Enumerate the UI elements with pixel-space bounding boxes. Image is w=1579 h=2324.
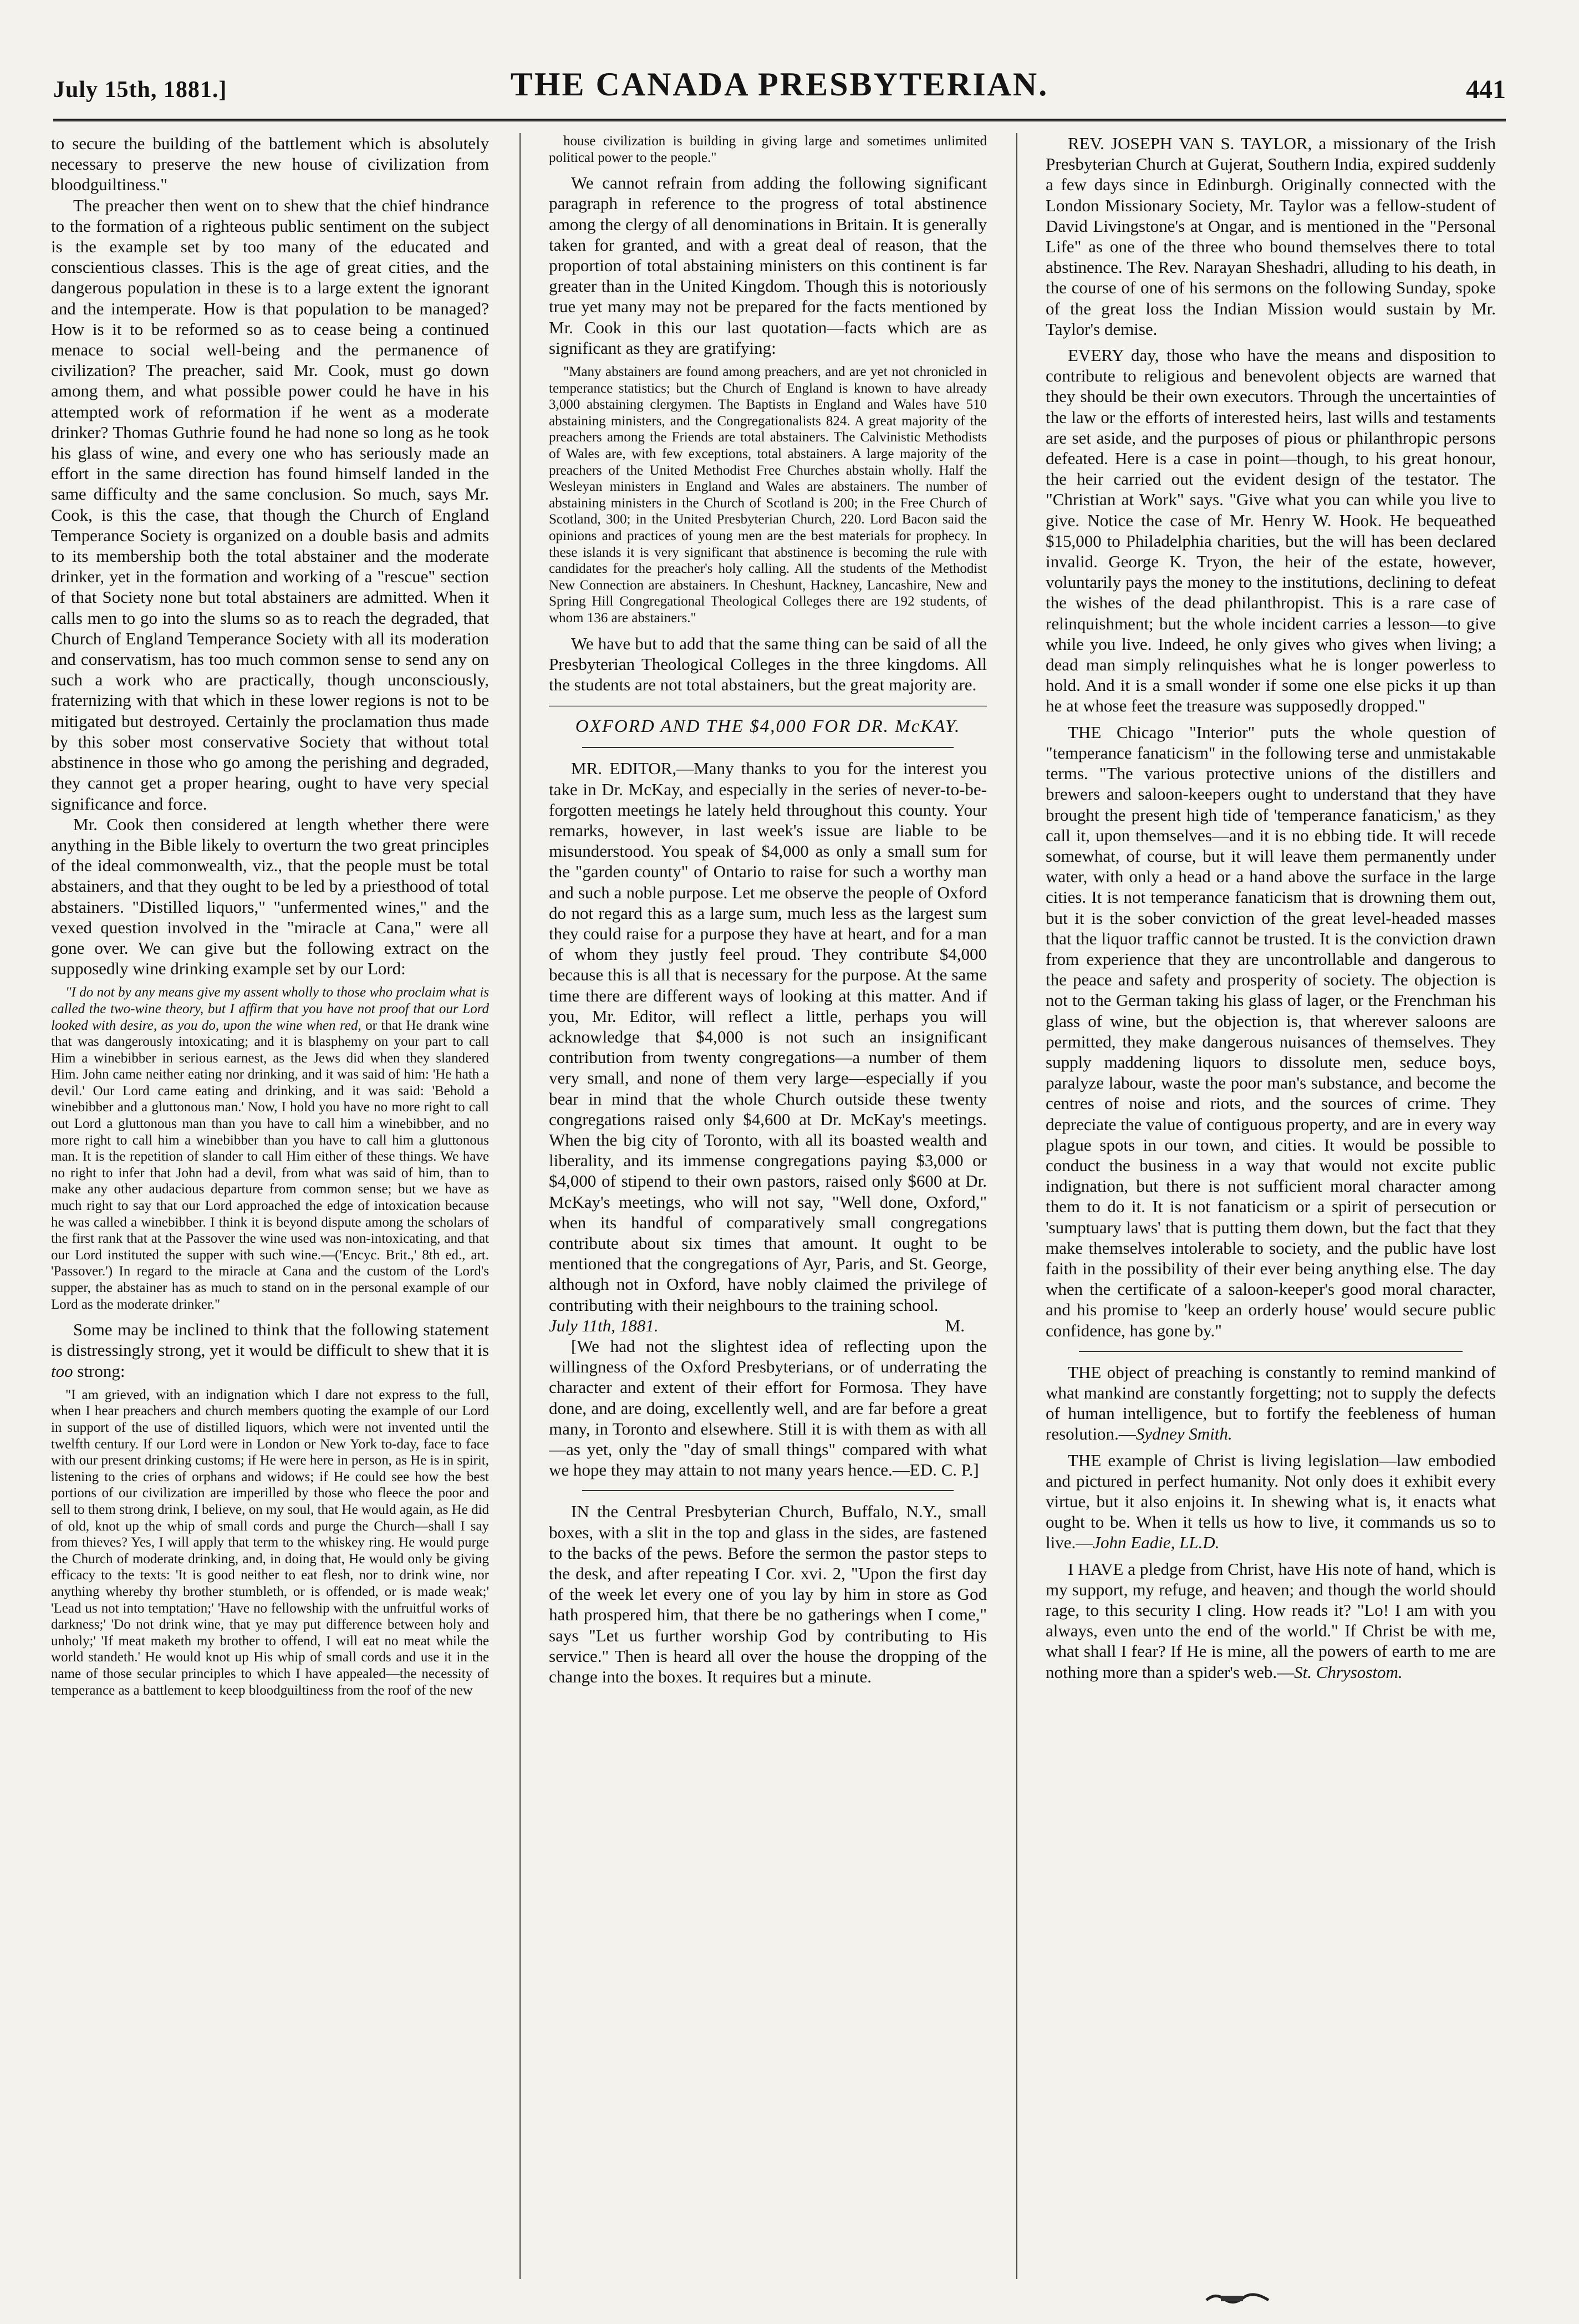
column-3 — [1046, 133, 1496, 2279]
paragraph: IN the Central Presbyterian Church, Buffalo, N.Y., small boxes, with a slit in the top and glass in the sides, are fastened to the backs of the pews. Before the sermon the pastor steps to the desk, and after repeating I Cor. xvi. 2, "Upon the first day of the week let every one of you lay by him in store as God hath prospered him, that there be no gatherings when I come," says "Let us further worship God by contributing to His service." Then is heard all over the house the dropping of the change into the boxes. It requires but a minute. — [549, 1502, 987, 1687]
column-2 — [549, 133, 987, 2279]
quote-author: John Eadie, LL.D. — [1093, 1533, 1220, 1553]
paragraph: to secure the building of the battlement which is absolutely necessary to preserve the new house of civilization from bloodguiltiness." — [51, 134, 489, 195]
library-stamp-icon — [1204, 2289, 1271, 2306]
column-divider — [1016, 133, 1017, 2279]
block-quote — [549, 364, 987, 627]
letter-signature — [549, 1315, 987, 1336]
paragraph: We cannot refrain from adding the following significant paragraph in reference to the progress of total abstinence among the clergy of all denominations in Britain. It is generally taken for granted, and with a great deal of reason, that the proportion of total abstaining ministers on this continent is far greater than in the United Kingdom. Though this is notoriously true yet many may not be prepared for the facts mentioned by Mr. Cook in this our last quotation—facts which are as significant as they are gratifying: — [549, 173, 987, 358]
block-quote — [51, 984, 489, 1313]
quote-text: "I am grieved, with an indignation which I dare not express to the full, when I hear preachers and church members quoting the example of our Lord in support of the use of distilled liquors, which were not invented until the twelfth century. If our Lord were in London or New York to-day, face to face with our present drinking customs; if He were here in person, as He is in spirit, listening to the cries of orphans and widows; if He could see how the best portions of our civilization are imperilled by those who fleece the poor and sell to them strong drink, I believe, on my soul, that He would again, as He did of old, knot up the whip of small cords and purge the Church—shall I say from thieves? Yes, I will apply that term to the whiskey ring. He would purge the Church of moderate drinking, and, in doing that, He would only be giving efficacy to the texts: 'It is good neither to eat flesh, nor to drink wine, nor anything whereby thy brother stumbleth, or is offended, or is made weak;' 'Lead us not into temptation;' 'Have no fellowship with the unfruitful works of darkness;' 'Do not drink wine, that ye may put difference between holy and unholy;' 'If meat maketh my brother to offend, I will eat no meat while the world standeth.' He would knot up His whip of small cords and use it in the name of those secular principles to which I have appealed—the necessity of temperance as a battlement to keep bloodguiltiness from the roof of the new — [51, 1387, 489, 1698]
quote-text: or that He drank wine that was dangerously intoxicating; and it is blasphemy on your part to call Him a winebibber in serious earnest, as the Jews did when they slandered Him. John came neither eating nor drinking, and it was said of him: 'He hath a devil.' Our Lord came eating and drinking, and it was said: 'Behold a winebibber and a gluttonous man.' Now, I hold you have no more right to call out Lord a gluttonous man than you have to call him a winebibber, and no more right to call him a winebibber than you have to call him a gluttonous man. It is the repetition of slander to call Him either of these things. We have no right to infer that John had a devil, from what was said of him, than to make any other audacious departure from common sense; but we have as much right to say that our Lord approached the edge of intoxication because he was called a winebibber. I think it is beyond dispute among the scholars of the first rank that at the Passover the wine used was non-intoxicating, and that our Lord instituted the supper with such wine.—('Encyc. Brit.,' 8th ed., art. 'Passover.') In regard to the miracle at Cana and the custom of the Lord's supper, the abstainer has as much to stand on in the personal example of our Lord as the moderate drinker." — [51, 1018, 489, 1312]
quote-author: Sydney Smith. — [1135, 1424, 1232, 1444]
paragraph: THE example of Christ is living legislation—law embodied and pictured in perfect humanity. Not only does it exhibit every virtue, but it also enjoins it. In shewing what is, it enacts what ought to be. When it tells us how to live, it commands us so to live.—John Eadie, LL.D. — [1046, 1450, 1496, 1553]
quote-text: house civilization is building in giving large and sometimes unlimited political power to the people." — [549, 134, 987, 165]
quote-author: St. Chrysostom. — [1294, 1662, 1403, 1682]
paragraph: Mr. Cook then considered at length whether there were anything in the Bible likely to overturn the two great principles of the ideal commonwealth, viz., that the people must be total abstainers, and that they ought to be led by a priesthood of total abstainers. "Distilled liquors," "unfermented wines," and the vexed question involved in the "miracle at Cana," were all gone over. We can give but the following extract on the supposedly wine drinking example set by our Lord: — [51, 814, 489, 979]
page-number: 441 — [1466, 75, 1506, 104]
letter-date: July 11th, 1881. — [549, 1315, 659, 1335]
quote-italic-text: "I do not by any means give my assent wholly to those who proclaim what is called the two-wine theory, but I affirm that you have not proof that our Lord looked with desire, as you do, upon the wine when red, — [51, 985, 489, 1033]
section-rule — [582, 1490, 954, 1491]
paragraph: The preacher then went on to shew that the chief hindrance to the formation of a righteous public sentiment on the subject is the example set by too many of the educated and conscientious classes. This is the age of great cities, and the dangerous population in these is to a large extent the ignorant and the intemperate. How is that population to be managed? How is it to be reformed so as to cease being a continued menace to social well-being and the permanence of civilization? The preacher, said Mr. Cook, must go down among them, and what possible power could he have in his attempted work of reformation if he went as a moderate drinker? Thomas Guthrie found he had none so long as he took his glass of wine, and every one who has seriously made an effort in the same direction has found himself landed in the same difficulty and the same conclusion. So much, says Mr. Cook, is this the case, that though the Church of England Temperance Society is organized on a double basis and admits to its membership both the total abstainer and the moderate drinker, yet in the formation and working of a "rescue" section of that Society none but total abstainers are admitted. When it calls men to go into the slums so as to reach the degraded, that Church of England Temperance Society with all its moderation and conservatism, has too much common sense to send any on such a work who are practically, though unconsciously, fraternizing with that which in these lower regions is not to be mitigated but destroyed. Certainly the proclamation thus made by this sober most conservative Society that without total abstinence in those who go among the perishing and degraded, they cannot get a proper hearing, ought to have very special significance and force. — [51, 195, 489, 813]
column-divider — [519, 133, 521, 2279]
editor-note: [We had not the slightest idea of reflecting upon the willingness of the Oxford Presbyterians, or of underrating the character and extent of their effort for Formosa. They have done, and are doing, excellently well, and are far before a great many, in Toronto and elsewhere. Still it is with them as with all—as yet, only the "day of small things" compared with what we hope they may attain to not many years hence.—ED. C. P.] — [549, 1336, 987, 1480]
page-header — [53, 65, 1506, 115]
section-rule — [1079, 1351, 1463, 1352]
title-rule — [582, 747, 954, 748]
column-1 — [51, 133, 489, 2279]
section-rule — [549, 705, 987, 706]
quote-text: "Many abstainers are found among preachers, and are yet not chronicled in temperance statistics; but the Church of England is known to have already 3,000 abstaining clergymen. The Baptists in England and Wales have 510 abstaining ministers, and the Congregationalists 824. A great majority of the preachers among the Friends are total abstainers. The Calvinistic Methodists of Wales are, with few exceptions, total abstainers. A large majority of the preachers of the United Methodist Free Churches abstain wholly. Half the Wesleyan ministers in England and Wales are abstainers. The number of abstaining ministers in the Church of Scotland is 200; in the Free Church of Scotland, 300; in the United Presbyterian Church, 220. Lord Bacon said the opinions and practices of young men are the best materials for prophecy. In these islands it is very significant that abstinence is becoming the rule with candidates for the preacher's holy calling. All the students of the Methodist New Connection are abstainers. In Cheshunt, Hackney, Lancashire, New and Spring Hill Congregational Theological Colleges there are 192 students, of whom 136 are abstainers." — [549, 364, 987, 626]
block-quote — [51, 1387, 489, 1698]
paragraph: EVERY day, those who have the means and disposition to contribute to religious and benevolent objects are warned that they should be their own executors. Through the uncertainties of the law or the efforts of interested heirs, last wills and testaments are set aside, and the purposes of pious or philanthropic persons defeated. Here is a case in point—though, to his great honour, the heir carried out the evident design of the testator. The "Christian at Work" says. "Give what you can while you live to give. Notice the case of Mr. Henry W. Hook. He bequeathed $15,000 to Philadelphia charities, but the will has been declared invalid. George K. Tryon, the heir of the estate, however, voluntarily pays the money to the institutions, declining to defeat the wishes of the dead philanthropist. This is a rare case of relinquishment; but the whole incident carries a lesson—to give while you live. Indeed, he only gives who gives when living; a dead man simply relinquishes what he is longer powerless to hold. And it is a small wonder if some one else picks it up than he at whose feet the treasure was supposedly dropped." — [1046, 345, 1496, 716]
masthead-title: THE CANADA PRESBYTERIAN. — [510, 66, 1049, 103]
block-quote — [549, 133, 987, 166]
issue-date: July 15th, 1881.] — [53, 77, 227, 103]
letter-signer: M. — [945, 1315, 965, 1335]
paragraph: REV. JOSEPH VAN S. TAYLOR, a missionary of the Irish Presbyterian Church at Gujerat, Southern India, expired suddenly a few days since in Edinburgh. Originally connected with the London Missionary Society, Mr. Taylor was a fellow-student of David Livingstone's at Ongar, and is mentioned in the "Personal Life" as one of the three who bound themselves there to total abstinence. The Rev. Narayan Sheshadri, alluding to his death, in the course of one of his sermons on the following Sunday, spoke of the great loss the Indian Mission would sustain by Mr. Taylor's demise. — [1046, 134, 1496, 339]
paragraph: I HAVE a pledge from Christ, have His note of hand, which is my support, my refuge, and heaven; and though the world should rage, to this security I cling. How reads it? "Lo! I am with you always, even unto the end of the world." If Christ be with me, what shall I fear? If He is mine, all the powers of earth to me are nothing more than a spider's web.—St. Chrysostom. — [1046, 1559, 1496, 1682]
paragraph: THE object of preaching is constantly to remind mankind of what mankind are constantly forgetting; not to supply the defects of human intelligence, but to fortify the feebleness of human resolution.—Sydney Smith. — [1046, 1362, 1496, 1444]
article-title: OXFORD AND THE $4,000 FOR DR. McKAY. — [575, 716, 961, 737]
paragraph: We have but to add that the same thing can be said of all the Presbyterian Theological Colleges in the three kingdoms. All the students are not total abstainers, but the great majority are. — [549, 633, 987, 694]
paragraph: Some may be inclined to think that the following statement is distressingly strong, yet it would be difficult to shew that it is too strong: — [51, 1320, 489, 1381]
paragraph: THE Chicago "Interior" puts the whole question of "temperance fanaticism" in the following terse and unmistakable terms. "The various protective unions of the distillers and brewers and saloon-keepers ought to understand that they have brought the present high tide of 'temperance fanaticism,' as they call it, upon themselves—and it is no ebbing tide. It will recede somewhat, of course, but it will leave them permanently under water, with only a head or a hand above the surface in the large cities. It is not temperance fanaticism that is drowning them out, but it is the sober conviction of the great level-headed masses that the liquor traffic cannot be trusted. It is the conviction drawn from experience that they are uncontrollable and dangerous to the peace and safety and prosperity of society. The objection is not to the German taking his glass of lager, or the Frenchman his glass of wine, but the objection is, that wherever saloons are permitted, they make dangerous nuisances of themselves. They supply maddening liquors to dissolute men, seduce boys, paralyze labour, waste the poor man's substance, and become the centres of noise and riots, and the sources of crime. They depreciate the value of contiguous property, and are in every way plague spots in our town, and cities. It would be possible to conduct the business in a way that would not excite public indignation, but there is not sufficient moral character among them to do it. It is not fanaticism or a spirit of persecution or 'sumptuary laws' that is putting them down, but the fact that they make themselves intolerable to society, and the public have lost faith in the possibility of their ever being anything else. The day when the certificate of a saloon-keeper's good moral character, and his promise to 'keep an orderly house' would secure public confidence, has gone by." — [1046, 722, 1496, 1340]
letter-body: MR. EDITOR,—Many thanks to you for the interest you take in Dr. McKay, and especially in the series of never-to-be-forgotten meetings he lately held throughout this county. Your remarks, however, in last week's issue are liable to be misunderstood. You speak of $4,000 as only a small sum for the "garden county" of Ontario to raise for such a worthy man and such a noble purpose. Let me observe the people of Oxford do not regard this as a large sum, much less as the largest sum they could raise for a purpose they have at heart, and for a man of whom they justly feel proud. They contribute $4,000 because this is all that is necessary for the purpose. At the same time there are different ways of looking at this matter. And if you, Mr. Editor, will reflect a little, perhaps you will acknowledge that $4,000 is not such an insignificant contribution from twenty congregations—a number of them very small, and none of them very large—especially if you bear in mind that the whole Church outside these twenty congregations raised only $4,600 at Dr. McKay's meetings. When the big city of Toronto, with all its boasted wealth and liberality, and its immense congregations paying $3,000 or $4,000 of stipend to their own pastors, raised only $600 at Dr. McKay's meetings, who will not say, "Well done, Oxford," when its handful of comparatively small congregations contribute about six times that amount. It ought to be mentioned that the congregations of Ayr, Paris, and St. George, although not in Oxford, have nobly claimed the privilege of contributing with their neighbours to the training school. — [549, 759, 987, 1315]
header-rule — [53, 119, 1506, 121]
